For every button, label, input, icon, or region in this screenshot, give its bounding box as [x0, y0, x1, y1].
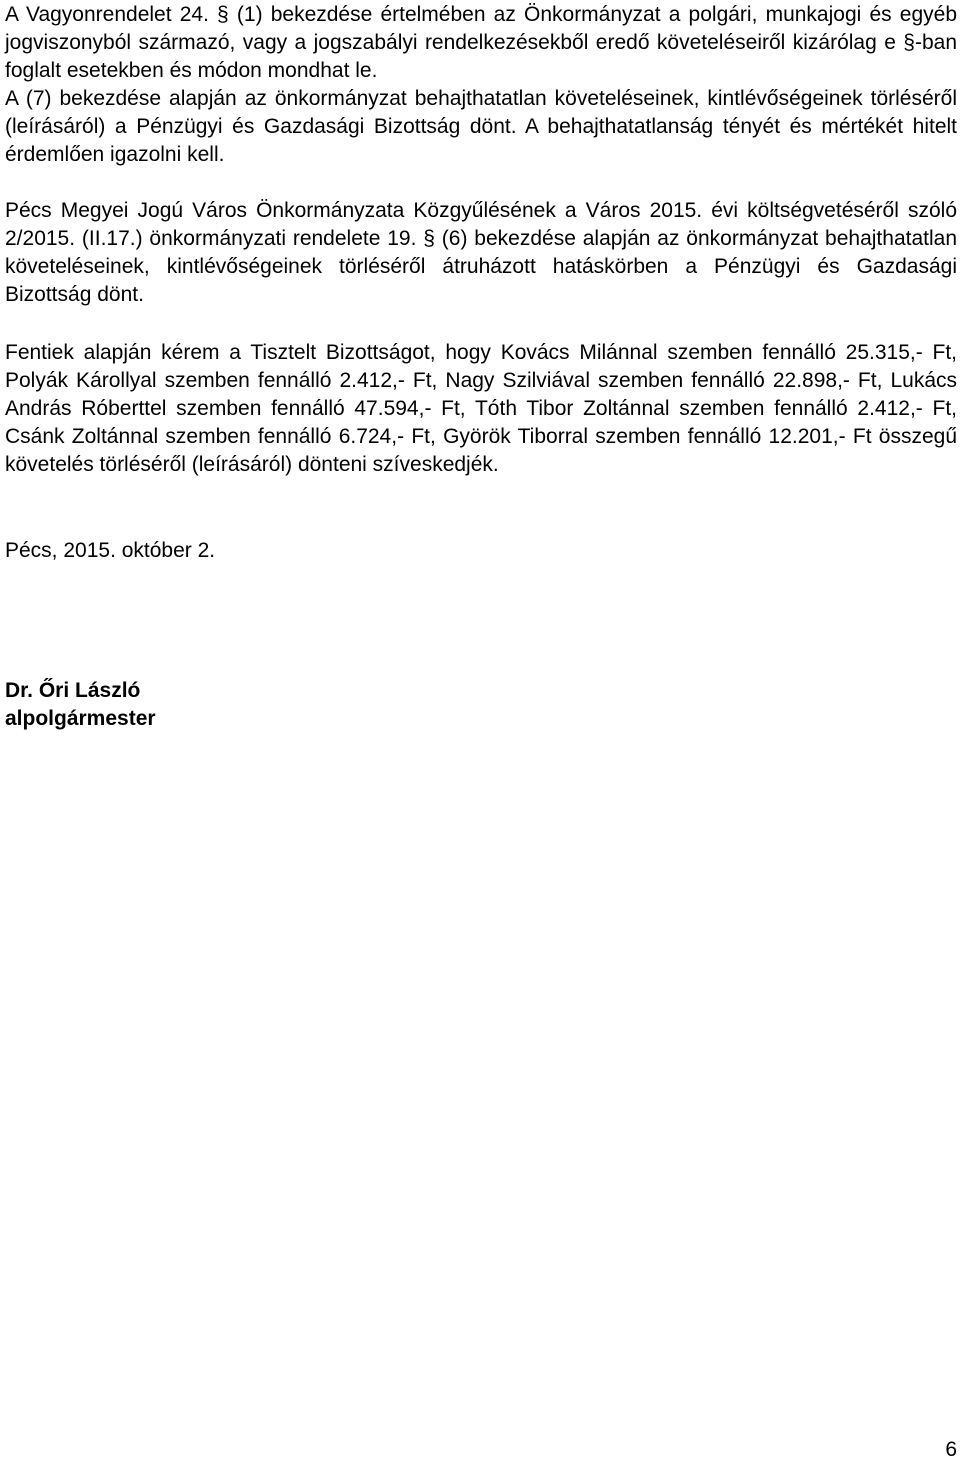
paragraph-koltsegvetes: Pécs Megyei Jogú Város Önkormányzata Közgyűlésének a Város 2015. évi költségvetéséről szóló 2/2015. (II.17.) önkormányzati rendelete 19. § (6) bekezdése alapján az önkormányzat behajthatatlan követeléseinek, kintlévőségeinek törléséről átruházott hatáskörben a Pénzügyi és Gazdasági Bizottság dönt. [5, 199, 957, 306]
paragraph-kerelem: Fentiek alapján kérem a Tisztelt Bizottságot, hogy Kovács Milánnal szemben fennálló 25.315,- Ft, Polyák Károllyal szemben fennálló 2.412,- Ft, Nagy Szilviával szemben fennálló 22.898,- Ft, Lukács András Róberttel szemben fennálló 47.594,- Ft, Tóth Tibor Zoltánnal szemben fennálló 2.412,- Ft, Csánk Zoltánnal szemben fennálló 6.724,- Ft, Györök Tiborral szemben fennálló 12.201,- Ft összegű követelés törléséről (leírásáról) dönteni szíveskedjék. [5, 341, 957, 476]
date-line: Pécs, 2015. október 2. [5, 539, 216, 562]
signature-block [5, 677, 156, 733]
signature-title: alpolgármester [5, 707, 156, 730]
page-number: 6 [945, 1438, 957, 1461]
signature-name: Dr. Őri László [5, 679, 141, 702]
paragraph-vagyonrendelet: A Vagyonrendelet 24. § (1) bekezdése értelmében az Önkormányzat a polgári, munkajogi és egyéb jogviszonyból származó, vagy a jogszabályi rendelkezésekből eredő követeléseiről kizárólag e §-ban foglalt esetekben és módon mondhat le. [5, 3, 957, 82]
paragraph-bekezdes-7: A (7) bekezdése alapján az önkormányzat behajthatatlan követeléseinek, kintlévőségeinek törléséről (leírásáról) a Pénzügyi és Gazdasági Bizottság dönt. A behajthatatlanság tényét és mértékét hitelt érdemlően igazolni kell. [5, 87, 957, 166]
